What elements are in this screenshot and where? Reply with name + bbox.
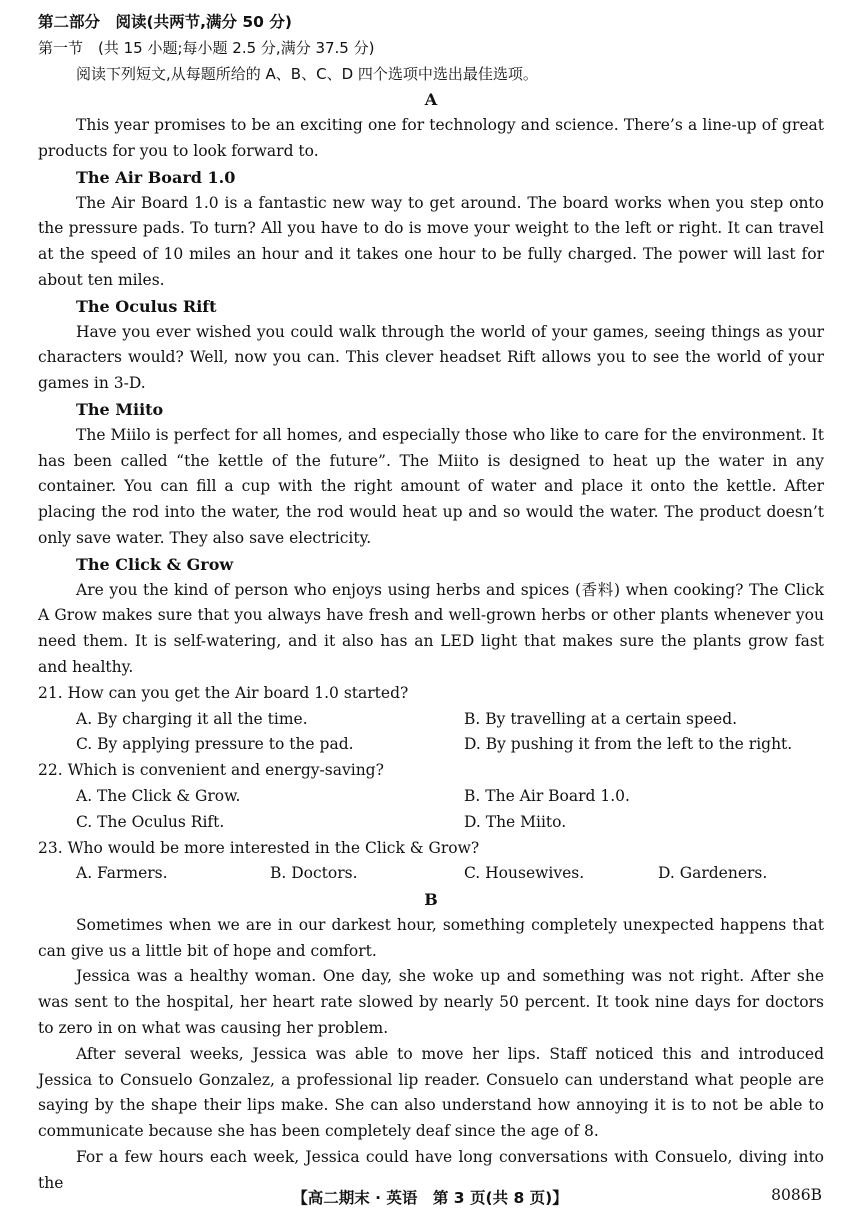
product-text: Are you the kind of person who enjoys using herbs and spices (香料) when cooking? The Click A Grow makes sure that you always have fresh and well-grown herbs or other plants whenever you need them. It is self-watering, and it also has an LED light that makes sure the plants grow fast and healthy. (38, 580, 824, 676)
question-options (38, 707, 824, 759)
product-title: The Air Board 1.0 (76, 167, 236, 187)
option: B. Doctors. (270, 864, 358, 883)
option: B. The Air Board 1.0. (464, 786, 630, 805)
question-stem: 23. Who would be more interested in the Click & Grow? (38, 838, 480, 857)
passage-a-letter: A (424, 90, 438, 110)
option: C. The Oculus Rift. (76, 812, 225, 831)
section-title: 第一节 (共 15 小题;每小题 2.5 分,满分 37.5 分) (38, 38, 375, 57)
option: C. By applying pressure to the pad. (76, 735, 354, 754)
option: A. The Click & Grow. (76, 786, 241, 805)
option: A. By charging it all the time. (76, 709, 308, 728)
passage-b-paragraph: Jessica was a healthy woman. One day, she woke up and something was not right. After she was sent to the hospital, her heart rate slowed by nearly 50 percent. It took nine days for doctors to zero in on what was causing her problem. (38, 967, 824, 1038)
passage-b-paragraph: After several weeks, Jessica was able to move her lips. Staff noticed this and introduced Jessica to Consuelo Gonzalez, a professional lip reader. Consuelo can understand what people are saying by the shape their lips make. She can also understand how annoying it is to not be able to communicate because she has been completely deaf since the age of 8. (38, 1044, 824, 1141)
option: A. Farmers. (76, 864, 168, 883)
product-text: The Air Board 1.0 is a fantastic new way to get around. The board works when you step onto the pressure pads. To turn? All you have to do is move your weight to the left or right. It can travel at the speed of 10 miles an hour and it takes one hour to be fully charged. The power will last for about ten miles. (38, 193, 824, 289)
passage-b-letter: B (424, 890, 438, 910)
page-footer (0, 1186, 860, 1212)
product-text: Have you ever wished you could walk through the world of your games, seeing things as your characters would? Well, now you can. This clever headset Rift allows you to see the world of your games in 3-D. (38, 322, 824, 393)
product-text: The Miilo is perfect for all homes, and especially those who like to care for the environment. It has been called “the kettle of the future”. The Miito is designed to heat up the water in any container. You can fill a cup with the right amount of water and place it onto the kettle. After placing the rod into the water, the rod would heat up and so would the water. The product doesn’t only save water. They also save electricity. (38, 425, 824, 547)
page-label: 【高二期末 · 英语 第 3 页(共 8 页)】 (292, 1189, 568, 1207)
product-title: The Miito (76, 399, 164, 419)
question-options (38, 861, 824, 887)
option: B. By travelling at a certain speed. (464, 709, 738, 728)
product-title: The Click & Grow (76, 554, 234, 574)
option: D. By pushing it from the left to the right. (464, 735, 793, 754)
instruction: 阅读下列短文,从每题所给的 A、B、C、D 四个选项中选出最佳选项。 (76, 64, 538, 83)
part-title: 第二部分 阅读(共两节,满分 50 分) (38, 13, 292, 31)
passage-b-paragraph: Sometimes when we are in our darkest hour, something completely unexpected happens that can give us a little bit of hope and comfort. (38, 915, 824, 960)
question-options (38, 784, 824, 836)
passage-b-paragraph: For a few hours each week, Jessica could have long conversations with Consuelo, diving into the (38, 1148, 824, 1192)
question-stem: 22. Which is convenient and energy-saving? (38, 761, 384, 780)
option: D. The Miito. (464, 812, 567, 831)
question-stem: 21. How can you get the Air board 1.0 started? (38, 683, 409, 702)
option: C. Housewives. (464, 864, 585, 883)
product-title: The Oculus Rift (76, 296, 217, 316)
paper-code: 8086B (771, 1186, 822, 1204)
option: D. Gardeners. (658, 864, 768, 883)
exam-page (38, 10, 824, 1197)
passage-a-intro: This year promises to be an exciting one for technology and science. There’s a line-up of great products for you to look forward to. (38, 116, 824, 160)
